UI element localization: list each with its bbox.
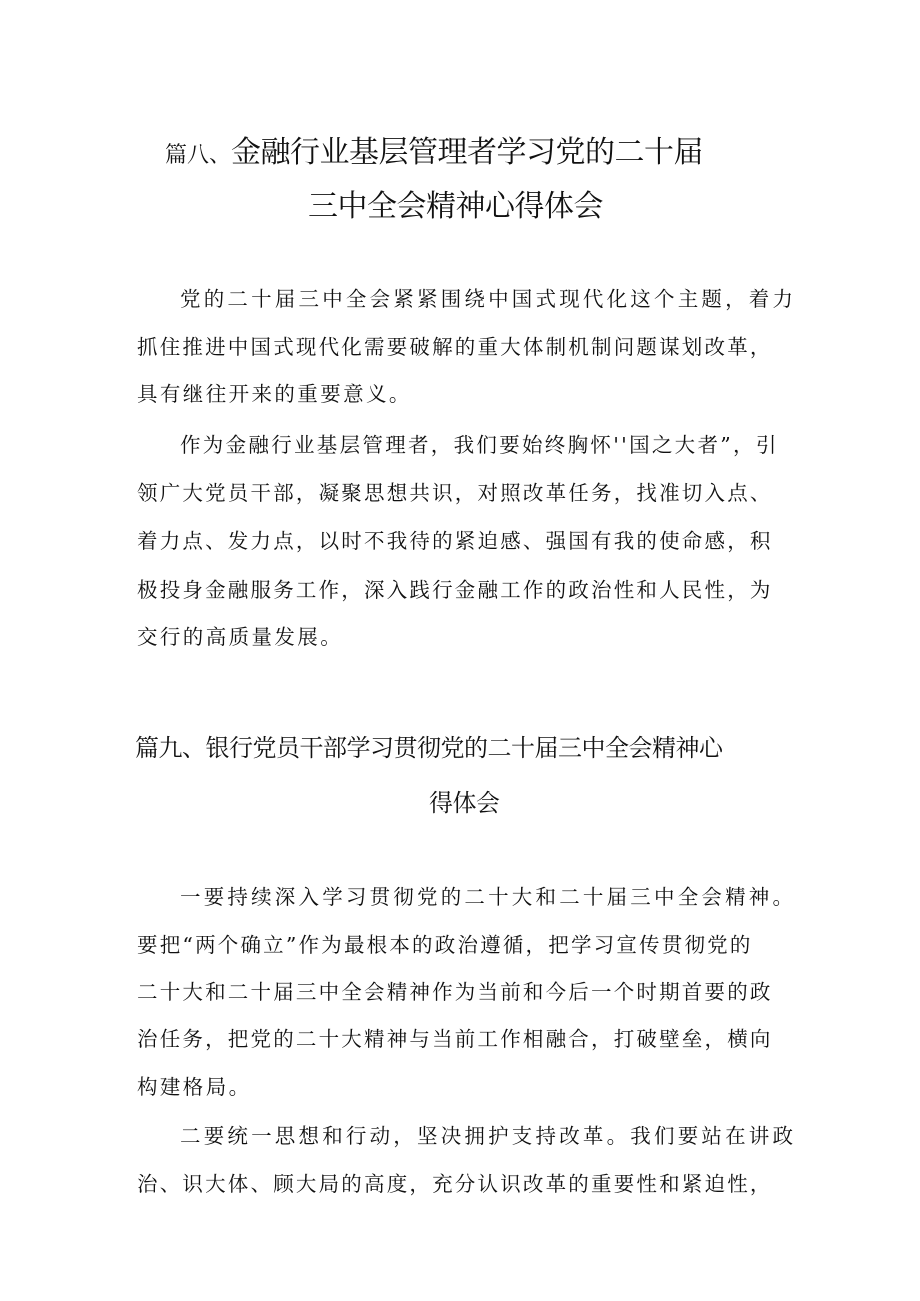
section8-title-text: 金融行业基层管理者学习党的二十届	[231, 135, 704, 170]
section8-p1-line2: 抓住推进中国式现代化需要破解的重大体制机制问题谋划改革，	[137, 335, 773, 359]
section9-p1-line1: 一要持续深入学习贯彻党的二十大和二十届三中全会精神。	[180, 885, 797, 909]
section8-p2-line1: 作为金融行业基层管理者，我们要始终胸怀''国之大者”，引	[180, 433, 779, 457]
section8-title-line1	[165, 127, 703, 171]
section8-title-prefix: 篇八、	[165, 143, 232, 168]
section8-p1-line3: 具有继往开来的重要意义。	[137, 382, 412, 406]
section9-p2-line1: 二要统一思想和行动，坚决拥护支持改革。我们要站在讲政	[180, 1124, 797, 1148]
section8-p2-line2: 领广大党员干部，凝聚思想共识，对照改革任务，找准切入点、	[137, 481, 773, 505]
section9-title-line2: 得体会	[429, 789, 500, 817]
section9-p1-line2: 要把“两个确立”作为最根本的政治遵循，把学习宣传贯彻党的	[137, 933, 753, 957]
section8-title-line2: 三中全会精神心得体会	[308, 189, 603, 224]
section8-p2-line4: 极投身金融服务工作，深入践行金融工作的政治性和人民性，为	[137, 578, 773, 602]
section9-p1-line3: 二十大和二十届三中全会精神作为当前和今后一个时期首要的政	[137, 980, 773, 1004]
section9-title-line1: 篇九、银行党员干部学习贯彻党的二十届三中全会精神心	[135, 734, 723, 762]
section8-p2-line3: 着力点、发力点，以时不我待的紧迫感、强国有我的使命感，积	[137, 529, 773, 553]
section9-p2-line2: 治、识大体、顾大局的高度，充分认识改革的重要性和紧迫性，	[137, 1172, 773, 1196]
section9-p1-line5: 构建格局。	[137, 1075, 252, 1099]
section8-p2-line5: 交行的高质量发展。	[137, 625, 344, 649]
section8-p1-line1: 党的二十届三中全会紧紧围绕中国式现代化这个主题，着力	[180, 287, 797, 311]
section9-p1-line4: 治任务，把党的二十大精神与当前工作相融合，打破壁垒，横向	[137, 1027, 773, 1051]
